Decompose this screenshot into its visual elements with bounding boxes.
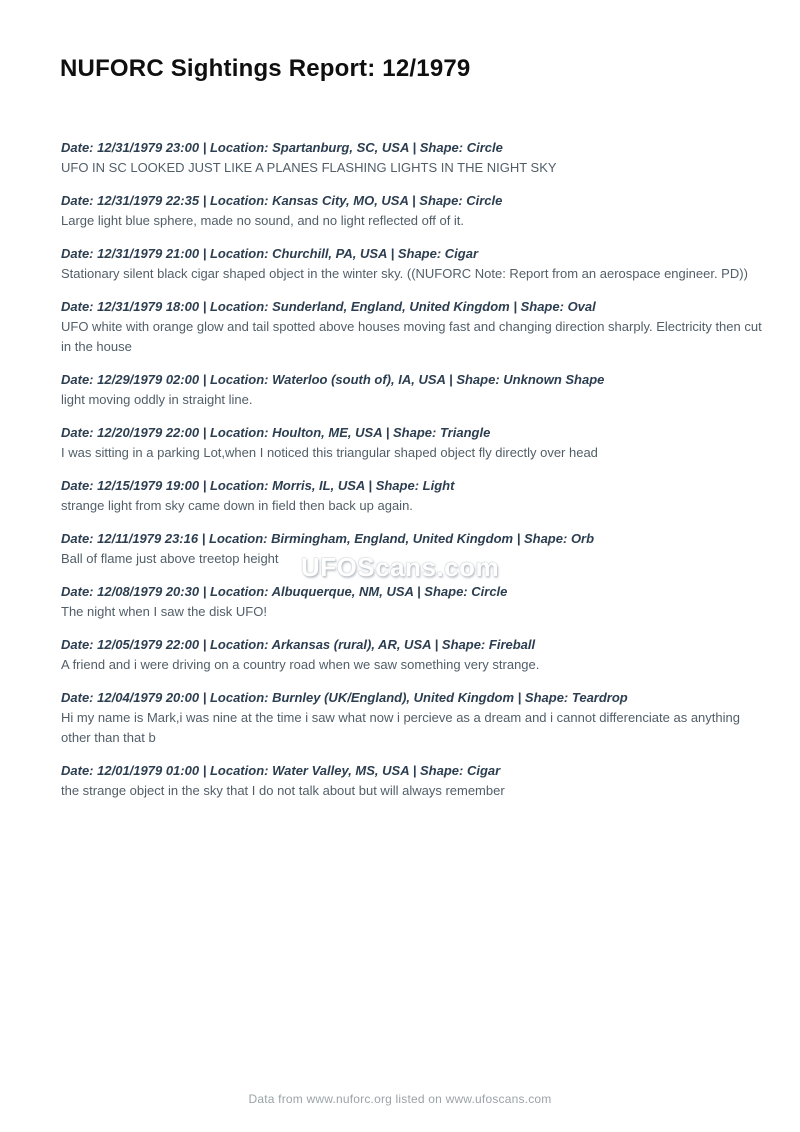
pipe-separator: | (201, 531, 206, 546)
location-label: Location: (209, 531, 268, 546)
sighting-entry (61, 297, 762, 357)
location-value: Sunderland, England, United Kingdom (272, 299, 510, 314)
date-label: Date: (61, 478, 94, 493)
pipe-separator: | (385, 425, 390, 440)
sighting-description: A friend and i were driving on a country road when we saw something very strange. (61, 657, 540, 672)
sighting-entry (61, 244, 762, 284)
shape-value: Oval (567, 299, 596, 314)
shape-value: Fireball (488, 637, 536, 652)
shape-label: Shape: (397, 246, 442, 261)
pipe-separator: | (202, 246, 207, 261)
shape-value: Circle (466, 140, 503, 155)
shape-label: Shape: (419, 140, 464, 155)
sighting-header (61, 423, 762, 443)
date-value: 12/31/1979 18:00 (97, 299, 200, 314)
date-value: 12/20/1979 22:00 (97, 425, 200, 440)
sighting-header (61, 191, 762, 211)
sighting-description: The night when I saw the disk UFO! (61, 604, 267, 619)
date-label: Date: (61, 425, 94, 440)
pipe-separator: | (202, 690, 207, 705)
location-label: Location: (209, 140, 269, 155)
date-value: 12/15/1979 19:00 (97, 478, 200, 493)
sightings-list (61, 138, 762, 814)
sighting-entry (61, 635, 762, 675)
date-value: 12/29/1979 02:00 (97, 372, 200, 387)
location-label: Location: (209, 637, 269, 652)
shape-label: Shape: (523, 531, 568, 546)
location-value: Spartanburg, SC, USA (272, 140, 409, 155)
footer-credit: Data from www.nuforc.org listed on www.ufoscans.com (248, 1092, 552, 1106)
location-value: Houlton, ME, USA (272, 425, 383, 440)
date-value: 12/31/1979 22:35 (97, 193, 200, 208)
pipe-separator: | (417, 584, 421, 599)
pipe-separator: | (202, 425, 207, 440)
shape-label: Shape: (419, 193, 463, 208)
sighting-header (61, 582, 762, 602)
sighting-description: Large light blue sphere, made no sound, and no light reflected off of it. (61, 213, 465, 228)
location-label: Location: (209, 763, 269, 778)
shape-label: Shape: (520, 299, 564, 314)
sighting-entry (61, 761, 762, 801)
sighting-header (61, 297, 762, 317)
sighting-header (61, 761, 762, 781)
location-label: Location: (209, 246, 269, 261)
shape-label: Shape: (393, 425, 437, 440)
date-label: Date: (61, 763, 94, 778)
date-label: Date: (61, 531, 94, 546)
sighting-header (61, 688, 762, 708)
shape-value: Cigar (444, 246, 479, 261)
pipe-separator: | (202, 763, 207, 778)
date-label: Date: (61, 246, 94, 261)
sighting-description: UFO IN SC LOOKED JUST LIKE A PLANES FLASHING LIGHTS IN THE NIGHT SKY (61, 160, 557, 175)
location-value: Albuquerque, NM, USA (271, 584, 414, 599)
shape-value: Circle (471, 584, 508, 599)
location-value: Water Valley, MS, USA (272, 763, 410, 778)
sighting-entry (61, 423, 762, 463)
date-label: Date: (61, 637, 94, 652)
pipe-separator: | (202, 299, 207, 314)
shape-value: Unknown Shape (503, 372, 605, 387)
pipe-separator: | (449, 372, 453, 387)
location-label: Location: (209, 299, 269, 314)
date-value: 12/31/1979 21:00 (97, 246, 200, 261)
pipe-separator: | (202, 584, 207, 599)
date-value: 12/01/1979 01:00 (97, 763, 200, 778)
sighting-entry (61, 138, 762, 178)
shape-label: Shape: (456, 372, 500, 387)
shape-value: Circle (466, 193, 503, 208)
sighting-header (61, 635, 762, 655)
shape-label: Shape: (424, 584, 468, 599)
shape-value: Light (422, 478, 455, 493)
location-label: Location: (209, 690, 269, 705)
location-value: Morris, IL, USA (272, 478, 365, 493)
shape-value: Cigar (466, 763, 501, 778)
shape-label: Shape: (375, 478, 420, 493)
pipe-separator: | (513, 299, 517, 314)
sighting-entry (61, 529, 762, 569)
date-value: 12/31/1979 23:00 (97, 140, 200, 155)
date-value: 12/04/1979 20:00 (97, 690, 200, 705)
pipe-separator: | (368, 478, 373, 493)
pipe-separator: | (434, 637, 439, 652)
location-value: Waterloo (south of), IA, USA (272, 372, 446, 387)
shape-label: Shape: (441, 637, 486, 652)
location-label: Location: (209, 584, 269, 599)
date-label: Date: (61, 690, 94, 705)
date-label: Date: (61, 584, 94, 599)
date-label: Date: (61, 372, 94, 387)
pipe-separator: | (412, 763, 417, 778)
sighting-header (61, 529, 762, 549)
sighting-entry (61, 688, 762, 748)
location-value: Kansas City, MO, USA (272, 193, 409, 208)
location-value: Churchill, PA, USA (272, 246, 387, 261)
sighting-header (61, 138, 762, 158)
shape-value: Triangle (439, 425, 491, 440)
pipe-separator: | (202, 637, 207, 652)
sighting-description: Stationary silent black cigar shaped object in the winter sky. ((NUFORC Note: Report from an aerospace engineer. PD)) (61, 266, 748, 281)
date-value: 12/08/1979 20:30 (97, 584, 200, 599)
date-label: Date: (61, 299, 94, 314)
pipe-separator: | (202, 372, 207, 387)
sighting-description: light moving oddly in straight line. (61, 392, 253, 407)
sighting-entry (61, 191, 762, 231)
location-label: Location: (209, 372, 269, 387)
sighting-header (61, 370, 762, 390)
pipe-separator: | (390, 246, 395, 261)
pipe-separator: | (516, 531, 521, 546)
location-value: Arkansas (rural), AR, USA (271, 637, 432, 652)
location-value: Burnley (UK/England), United Kingdom (272, 690, 515, 705)
sighting-description: UFO white with orange glow and tail spotted above houses moving fast and changing direction sharply. Electricity then cut in the house (61, 319, 762, 354)
pipe-separator: | (202, 193, 207, 208)
sighting-header (61, 476, 762, 496)
date-value: 12/11/1979 23:16 (97, 531, 199, 546)
date-value: 12/05/1979 22:00 (97, 637, 200, 652)
pipe-separator: | (412, 140, 417, 155)
pipe-separator: | (412, 193, 416, 208)
watermark: UFOScans.com (300, 552, 500, 582)
date-label: Date: (61, 140, 94, 155)
shape-label: Shape: (420, 763, 464, 778)
pipe-separator: | (517, 690, 522, 705)
sighting-entry (61, 582, 762, 622)
page-title: NUFORC Sightings Report: 12/1979 (60, 55, 471, 82)
shape-value: Orb (570, 531, 595, 546)
sighting-description: Ball of flame just above treetop height (61, 551, 279, 566)
location-value: Birmingham, England, United Kingdom (271, 531, 514, 546)
sighting-description: strange light from sky came down in field then back up again. (61, 498, 413, 513)
pipe-separator: | (202, 478, 207, 493)
location-label: Location: (209, 478, 269, 493)
pipe-separator: | (202, 140, 207, 155)
location-label: Location: (209, 193, 269, 208)
sighting-header (61, 244, 762, 264)
location-label: Location: (209, 425, 269, 440)
sighting-description: I was sitting in a parking Lot,when I noticed this triangular shaped object fly directly over head (61, 445, 598, 460)
shape-value: Teardrop (571, 690, 628, 705)
sighting-entry (61, 476, 762, 516)
sighting-description: Hi my name is Mark,i was nine at the time i saw what now i percieve as a dream and i cannot differenciate as anything other than that b (61, 710, 740, 745)
sighting-entry (61, 370, 762, 410)
date-label: Date: (61, 193, 94, 208)
sighting-description: the strange object in the sky that I do not talk about but will always remember (61, 783, 505, 798)
shape-label: Shape: (524, 690, 569, 705)
